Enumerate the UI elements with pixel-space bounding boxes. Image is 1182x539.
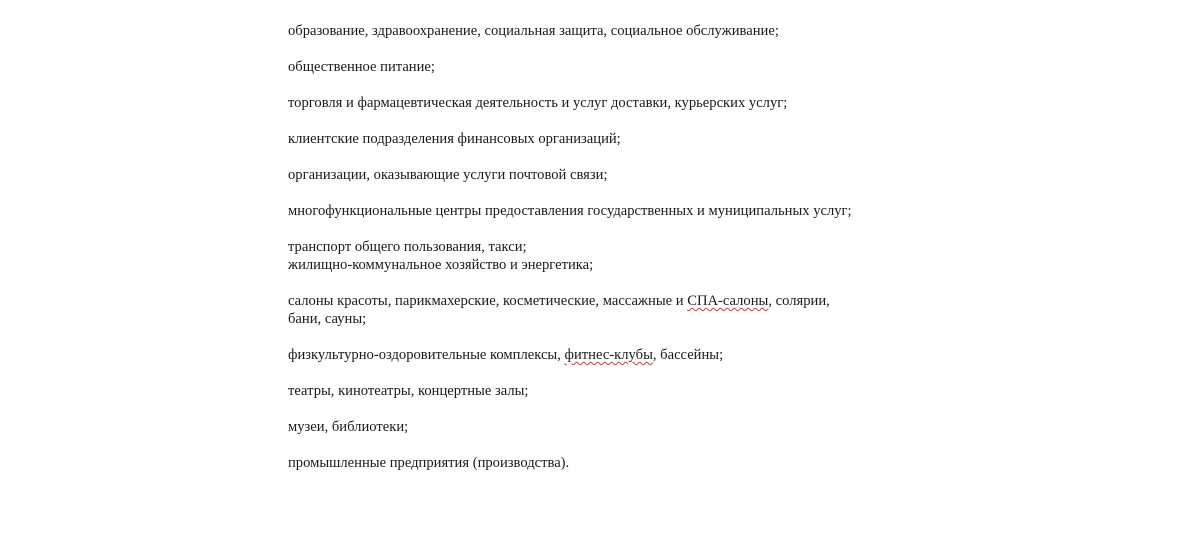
text-run: , солярии, [768,293,830,309]
paragraph-beauty-salons [288,292,928,328]
paragraph-line: образование, здравоохранение, социальная защита, социальное обслуживание; [288,23,779,39]
paragraph-transport-utilities [288,238,928,274]
paragraph-line: транспорт общего пользования, такси; [288,239,527,255]
paragraph-service-centers [288,202,928,220]
paragraph-line: организации, оказывающие услуги почтовой связи; [288,167,608,183]
paragraph-education [288,22,928,40]
paragraph-line: музеи, библиотеки; [288,419,409,435]
spellcheck-flagged-word: фитнес-клубы [564,347,653,363]
spellcheck-flagged-word: СПА-салоны [687,293,769,309]
paragraph-line: промышленные предприятия (производства). [288,455,570,471]
paragraph-industry [288,454,928,472]
paragraph-line: жилищно-коммунальное хозяйство и энергетика; [288,257,594,273]
paragraph-postal [288,166,928,184]
paragraph-catering [288,58,928,76]
paragraph-finance [288,130,928,148]
paragraph-line: бани, сауны; [288,311,367,327]
paragraph-line [288,346,928,364]
paragraph-trade [288,94,928,112]
paragraph-line: театры, кинотеатры, концертные залы; [288,383,529,399]
document-body [288,22,928,490]
paragraph-theaters [288,382,928,400]
text-run: , бассейны; [652,347,724,363]
text-run: салоны красоты, парикмахерские, косметические, массажные и [288,293,688,309]
paragraph-line: многофункциональные центры предоставления государственных и муниципальных услуг; [288,203,852,219]
paragraph-line: клиентские подразделения финансовых организаций; [288,131,621,147]
paragraph-fitness [288,346,928,364]
text-run: физкультурно-оздоровительные комплексы, [288,347,565,363]
paragraph-line: общественное питание; [288,59,435,75]
paragraph-line [288,292,928,310]
paragraph-line: торговля и фармацевтическая деятельность и услуг доставки, курьерских услуг; [288,95,788,111]
paragraph-museums [288,418,928,436]
